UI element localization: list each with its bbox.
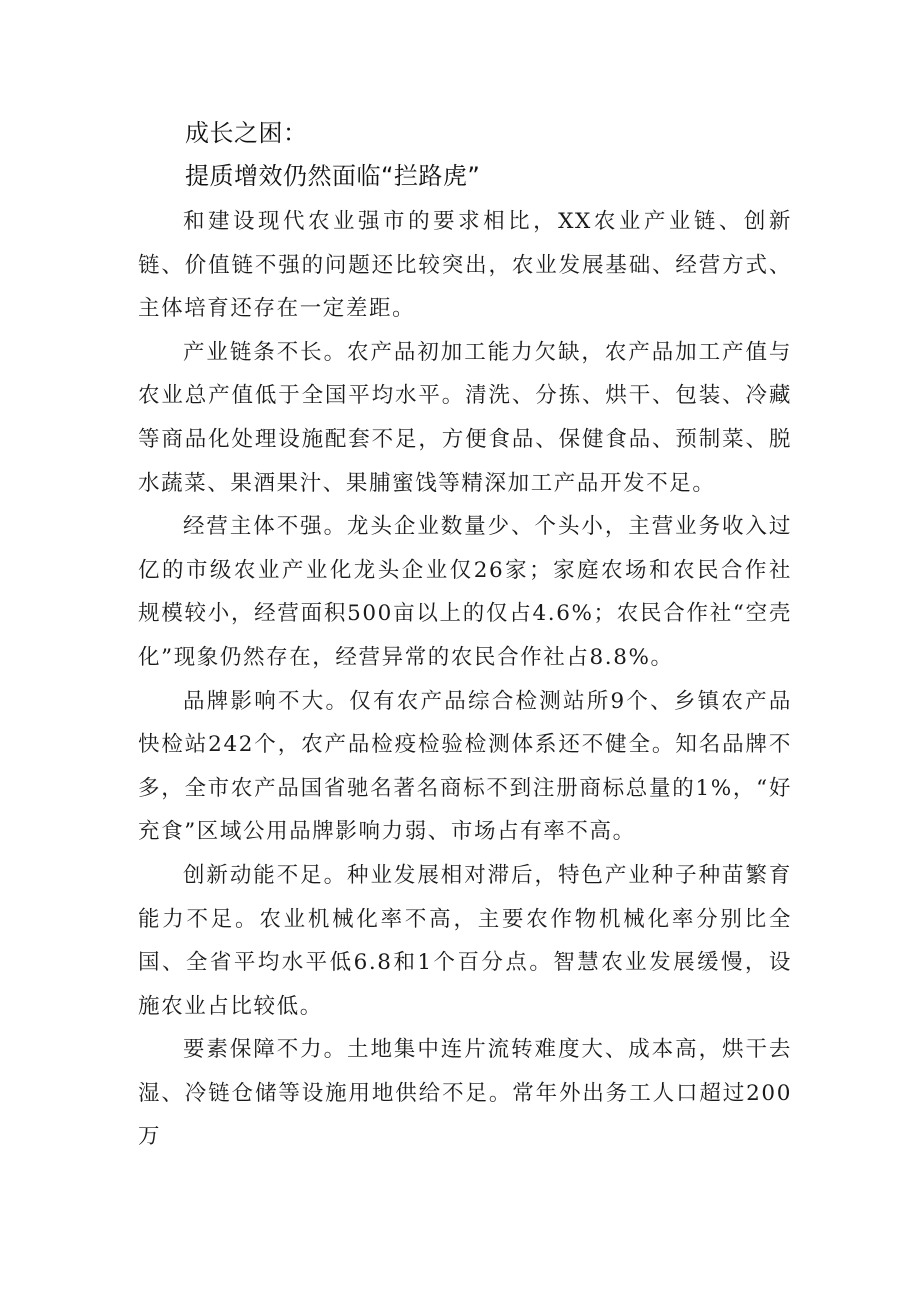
paragraph-industry-chain: 产业链条不长。农产品初加工能力欠缺，农产品加工产值与农业总产值低于全国平均水平。清洗、分拣、烘干、包装、冷藏等商品化处理设施配套不足，方便食品、保健食品、预制菜、脱水蔬菜、果酒果汁、果脯蜜饯等精深加工产品开发不足。: [138, 339, 792, 496]
section-heading-line-2: 提质增效仍然面临“拦路虎”: [185, 162, 481, 190]
paragraph-innovation: 创新动能不足。种业发展相对滞后，特色产业种子种苗繁育能力不足。农业机械化率不高，主要农作物机械化率分别比全国、全省平均水平低6.8和1个百分点。智慧农业发展缓慢，设施农业占比较低。: [138, 862, 792, 1019]
body-text: [138, 200, 792, 1159]
paragraph-intro: 和建设现代农业强市的要求相比，XX农业产业链、创新链、价值链不强的问题还比较突出，农业发展基础、经营方式、主体培育还存在一定差距。: [138, 209, 792, 322]
paragraph-business-entities: 经营主体不强。龙头企业数量少、个头小，主营业务收入过亿的市级农业产业化龙头企业仅26家；家庭农场和农民合作社规模较小，经营面积500亩以上的仅占4.6%；农民合作社“空壳化”现象仍然存在，经营异常的农民合作社占8.8%。: [138, 514, 792, 670]
paragraph-brand-influence: 品牌影响不大。仅有农产品综合检测站所9个、乡镇农产品快检站242个，农产品检疫检验检测体系还不健全。知名品牌不多，全市农产品国省驰名著名商标不到注册商标总量的1%，“好充食”区域公用品牌影响力弱、市场占有率不高。: [138, 688, 792, 845]
section-heading-line-1: 成长之困：: [185, 119, 308, 147]
paragraph-factor-guarantee: 要素保障不力。土地集中连片流转难度大、成本高，烘干去湿、冷链仓储等设施用地供给不足。常年外出务工人口超过200万: [138, 1037, 792, 1150]
